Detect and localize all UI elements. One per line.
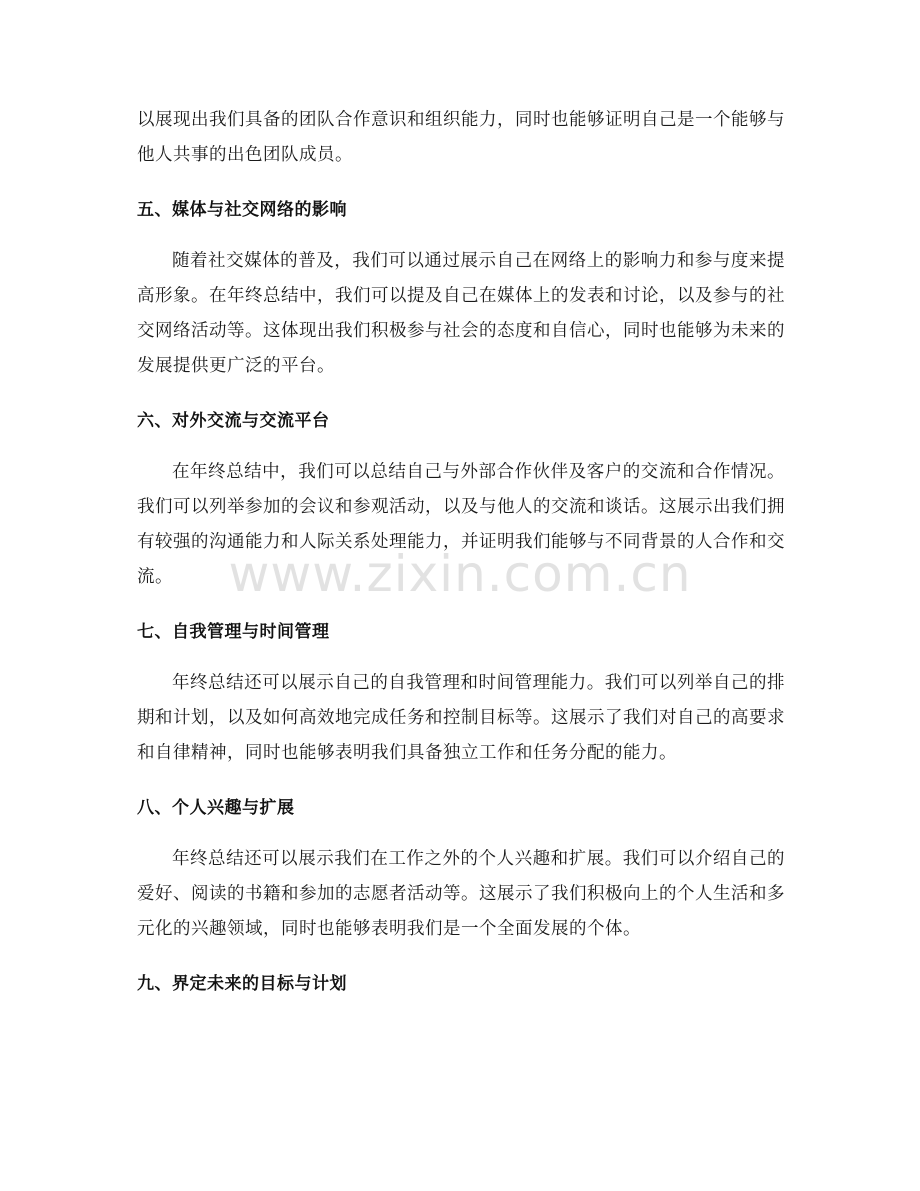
section-heading-9: 九、界定未来的目标与计划 bbox=[137, 974, 347, 994]
section-heading-8: 八、个人兴趣与扩展 bbox=[137, 798, 295, 818]
section-body-6: 在年终总结中，我们可以总结自己与外部合作伙伴及客户的交流和合作情况。我们可以列举参加的会议和参观活动，以及与他人的交流和谈话。这展示出我们拥有较强的沟通能力和人际关系处理能力，并证明我们能够与不同背景的人合作和交流。 bbox=[137, 462, 785, 587]
section-heading-7: 七、自我管理与时间管理 bbox=[137, 622, 330, 642]
section-heading-5: 五、媒体与社交网络的影响 bbox=[137, 200, 347, 220]
section-body-7: 年终总结还可以展示自己的自我管理和时间管理能力。我们可以列举自己的排期和计划，以及如何高效地完成任务和控制目标等。这展示了我们对自己的高要求和自律精神，同时也能够表明我们具备独立工作和任务分配的能力。 bbox=[137, 673, 785, 763]
section-body-8: 年终总结还可以展示我们在工作之外的个人兴趣和扩展。我们可以介绍自己的爱好、阅读的书籍和参加的志愿者活动等。这展示了我们积极向上的个人生活和多元化的兴趣领域，同时也能够表明我们是一个全面发展的个体。 bbox=[137, 849, 785, 939]
watermark-text: www.zixin.com.cn bbox=[228, 545, 692, 603]
section-heading-6: 六、对外交流与交流平台 bbox=[137, 411, 330, 431]
document-body bbox=[137, 103, 785, 1002]
section-body-5: 随着社交媒体的普及，我们可以通过展示自己在网络上的影响力和参与度来提高形象。在年终总结中，我们可以提及自己在媒体上的发表和讨论，以及参与的社交网络活动等。这体现出我们积极参与社会的态度和自信心，同时也能够为未来的发展提供更广泛的平台。 bbox=[137, 251, 785, 376]
intro-paragraph: 以展现出我们具备的团队合作意识和组织能力，同时也能够证明自己是一个能够与他人共事的出色团队成员。 bbox=[137, 110, 785, 165]
